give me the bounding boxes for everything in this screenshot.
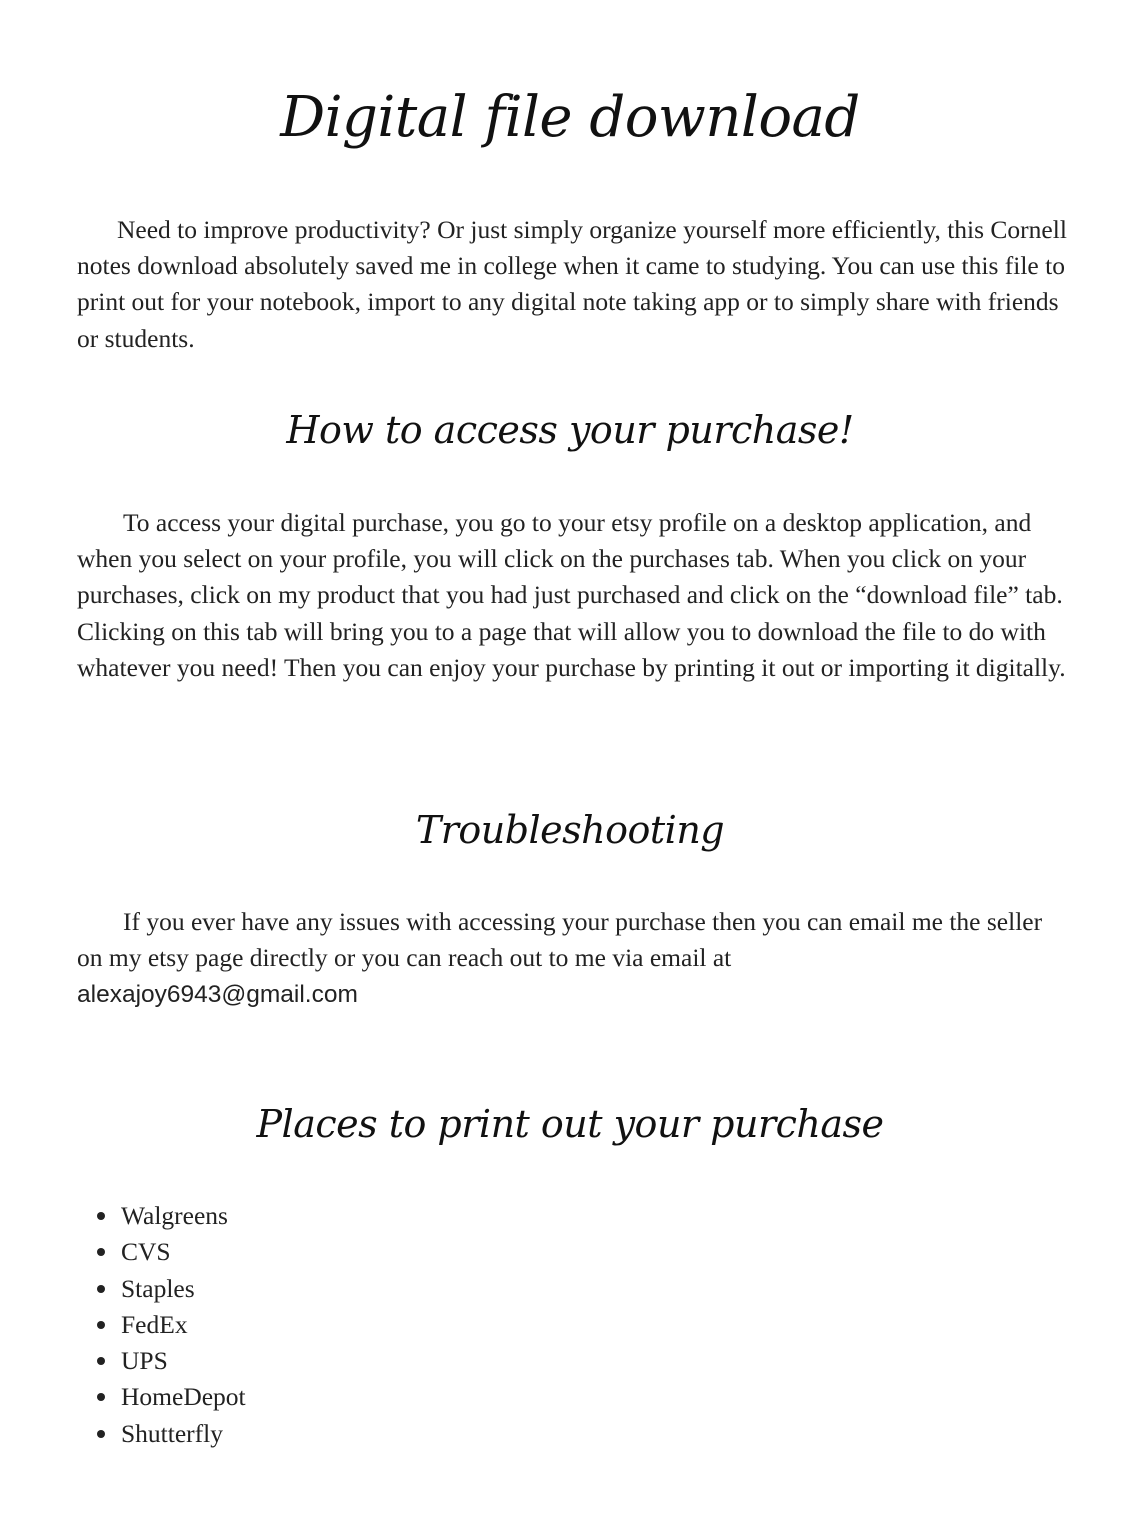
- access-heading: How to access your purchase!: [286, 408, 854, 452]
- list-item: Walgreens: [96, 1198, 246, 1234]
- page-title: Digital file download: [280, 85, 860, 150]
- list-item: HomeDepot: [96, 1379, 246, 1415]
- places-list: [96, 1198, 246, 1452]
- troubleshooting-heading: Troubleshooting: [415, 808, 725, 852]
- access-text: To access your digital purchase, you go to your etsy profile on a desktop application, and when you select on your profile, you will click on the purchases tab. When you click on your purchases, click on my product that you had just purchased and click on the “download file” tab. Clicking on this tab will bring you to a page that will allow you to download the file to do with whatever you need! Then you can enjoy your purchase by printing it out or importing it digitally.: [77, 508, 1066, 682]
- list-item: UPS: [96, 1343, 246, 1379]
- intro-paragraph: [77, 212, 1067, 357]
- list-item: CVS: [96, 1234, 246, 1270]
- places-heading: Places to print out your purchase: [256, 1102, 884, 1146]
- list-item: FedEx: [96, 1307, 246, 1343]
- access-paragraph: [77, 505, 1067, 686]
- contact-email: alexajoy6943@gmail.com: [77, 981, 358, 1009]
- list-item: Staples: [96, 1271, 246, 1307]
- troubleshooting-text: If you ever have any issues with accessing your purchase then you can email me the seller on my etsy page directly or you can reach out to me via email at: [77, 907, 1043, 973]
- list-item: Shutterfly: [96, 1416, 246, 1452]
- troubleshooting-paragraph: [77, 904, 1067, 1014]
- intro-text: Need to improve productivity? Or just simply organize yourself more efficiently, this Cornell notes download absolutely saved me in college when it came to studying. You can use this file to print out for your notebook, import to any digital note taking app or to simply share with friends or students.: [77, 215, 1067, 353]
